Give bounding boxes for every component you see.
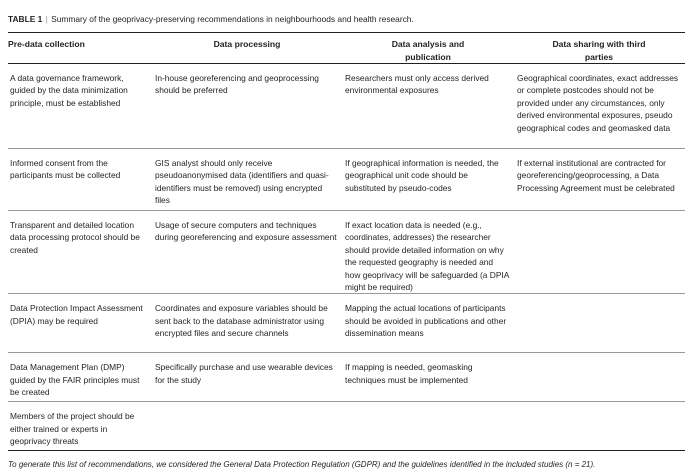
table-cell: If external institutional are contracted for georeferencing/geoprocessing, a Data Processing Agreement must be celebrated: [517, 158, 675, 193]
header-data-analysis-publication: [343, 33, 515, 64]
table-caption-label: TABLE 1: [8, 14, 43, 24]
header-data-sharing-third-parties: [515, 33, 685, 64]
table-cell: [515, 211, 685, 294]
table-cell: Geographical coordinates, exact addresses or complete postcodes should not be provided under any circumstances, only derived environmental exposures, pseudo geographical codes and geomasked data: [517, 73, 679, 133]
table-footnote: To generate this list of recommendations, we considered the General Data Protection Regulation (GDPR) and the guidelines identified in the included studies (n = 21).: [8, 460, 596, 469]
table-row: [8, 353, 685, 402]
table-row: [8, 64, 685, 149]
header-data-analysis-publication-label: Data analysis and publication: [391, 39, 465, 62]
table-row: [8, 294, 685, 353]
table-cell: Members of the project should be either trained or experts in geoprivacy threats: [10, 411, 135, 447]
header-data-sharing-third-parties-label: Data sharing with third parties: [552, 39, 646, 62]
table-header-row: [8, 33, 685, 64]
table-cell: Transparent and detailed location data processing protocol should be created: [10, 220, 140, 255]
table-cell: [515, 294, 685, 353]
table-cell: [153, 402, 343, 451]
table-cell: [515, 402, 685, 451]
header-data-processing: Data processing: [213, 39, 281, 49]
header-pre-data-collection: Pre-data collection: [8, 39, 85, 49]
table-cell: In-house georeferencing and geoprocessing should be preferred: [155, 73, 319, 96]
table-cell: Mapping the actual locations of participants should be avoided in publications and other dissemination means: [345, 303, 507, 339]
table-caption: [8, 13, 414, 25]
table-cell: A data governance framework, guided by the data minimization principle, must be established: [10, 73, 128, 108]
table-cell: [515, 353, 685, 402]
table-cell: Data Management Plan (DMP) guided by the FAIR principles must be created: [10, 362, 140, 398]
table-cell: If geographical information is needed, the geographical unit code should be substituted by pseudo-codes: [345, 158, 499, 193]
table-row: [8, 211, 685, 294]
table-cell: Informed consent from the participants must be collected: [10, 158, 121, 181]
table-cell: If mapping is needed, geomasking techniques must be implemented: [345, 362, 473, 385]
table-cell: Data Protection Impact Assessment (DPIA) may be required: [10, 303, 143, 326]
table-cell: Coordinates and exposure variables should be sent back to the database administrator using encrypted files and secure channels: [155, 303, 328, 339]
recommendations-table: [8, 33, 685, 451]
table-caption-separator: |: [45, 14, 48, 24]
table-cell: Usage of secure computers and techniques during georeferencing and exposure assessment: [155, 220, 337, 243]
table-caption-text: Summary of the geoprivacy-preserving recommendations in neighbourhoods and health research.: [51, 14, 414, 24]
table-cell: Specifically purchase and use wearable devices for the study: [155, 362, 333, 385]
table-cell: Researchers must only access derived environmental exposures: [345, 73, 489, 96]
table-cell: GIS analyst should only receive pseudoanonymised data (identifiers and quasi-identifiers must be removed) using encrypted files: [155, 158, 329, 206]
table-cell: If exact location data is needed (e.g., coordinates, addresses) the researcher should provide detailed information on why the requested geography is needed and how geoprivacy will be safeguarded (a DPIA might be required): [345, 220, 509, 293]
table-cell: [343, 402, 515, 451]
table-row: [8, 402, 685, 451]
table-row: [8, 149, 685, 211]
